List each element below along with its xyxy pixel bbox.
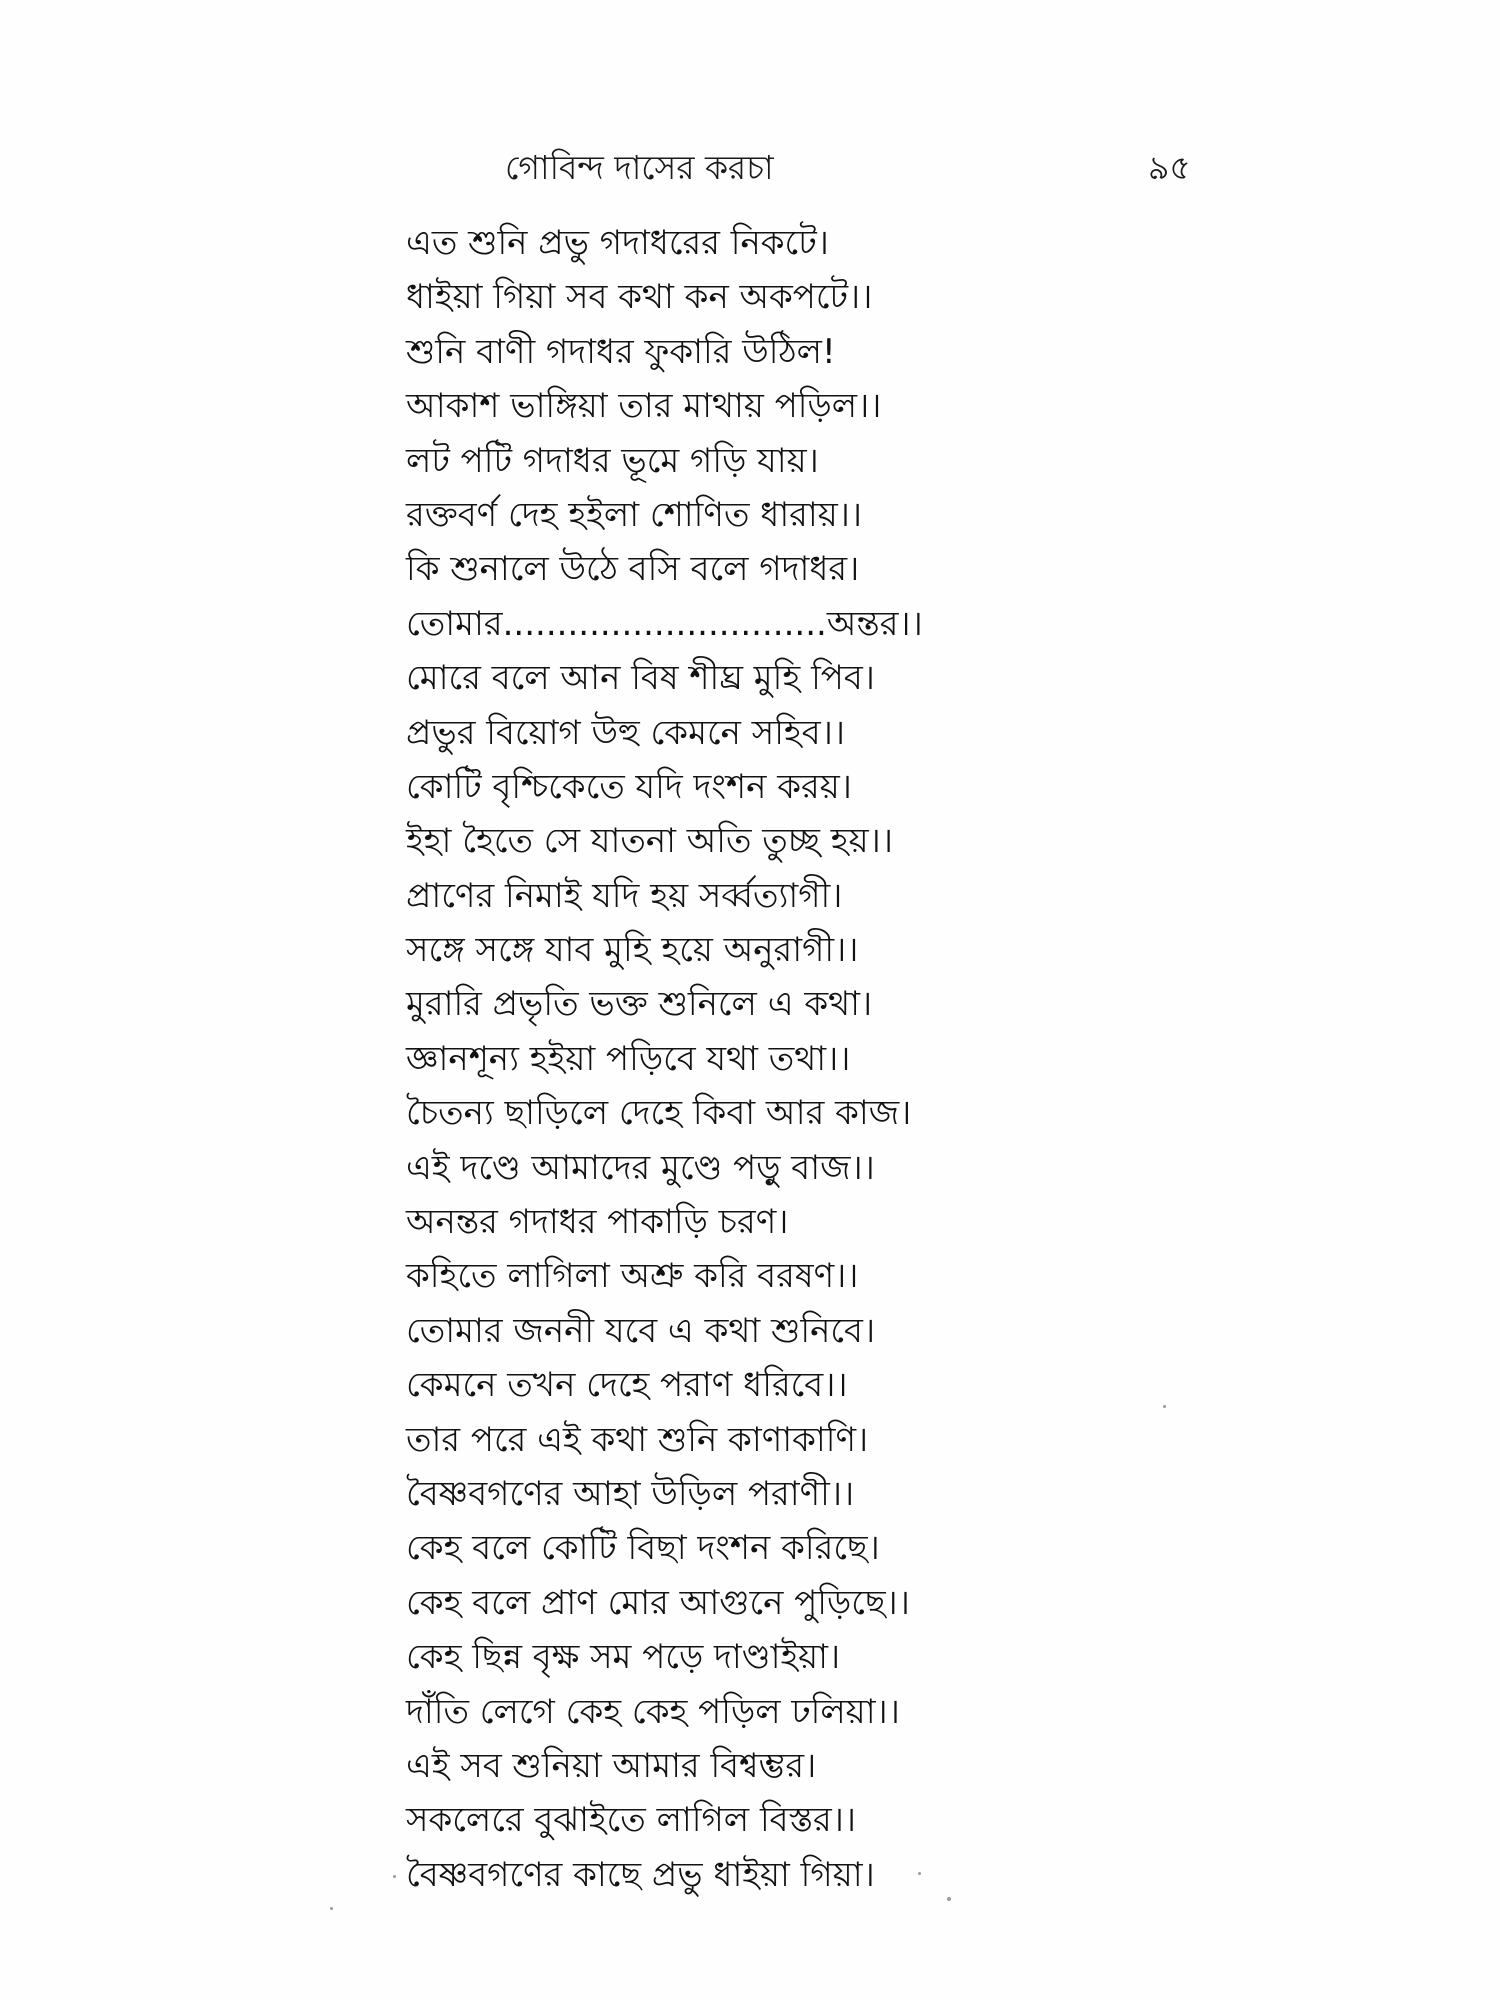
scan-speck bbox=[393, 1875, 396, 1878]
verse-line: কেহ বলে কোটি বিছা দংশন করিছে। bbox=[406, 1528, 880, 1569]
verse-line: কি শুনালে উঠে বসি বলে গদাধর। bbox=[406, 549, 860, 590]
verse-line: প্রাণের নিমাই যদি হয় সর্ব্বত্যাগী। bbox=[406, 875, 843, 916]
running-head bbox=[0, 138, 1500, 198]
scan-speck bbox=[918, 1872, 921, 1875]
verse-line: কেহ বলে প্রাণ মোর আগুনে পুড়িছে।। bbox=[406, 1582, 910, 1623]
verse-line: চৈতন্য ছাড়িলে দেহে কিবা আর কাজ। bbox=[406, 1093, 912, 1134]
verse-line: এই সব শুনিয়া আমার বিশ্বম্ভর। bbox=[406, 1745, 817, 1786]
verse-line: এই দণ্ডে আমাদের মুণ্ডে পড়ু বাজ।। bbox=[406, 1147, 875, 1188]
verse-line: অনন্তর গদাধর পাকাড়ি চরণ। bbox=[406, 1202, 789, 1243]
verse-line: তোমার জননী যবে এ কথা শুনিবে। bbox=[406, 1310, 876, 1351]
verse-line: রক্তবর্ণ দেহ হইলা শোণিত ধারায়।। bbox=[406, 494, 863, 535]
verse-line: বৈষ্ণবগণের কাছে প্রভু ধাইয়া গিয়া। bbox=[406, 1854, 875, 1895]
verse-line: শুনি বাণী গদাধর ফুকারি উঠিল! bbox=[406, 331, 836, 372]
verse-line: ইহা হৈতে সে যাতনা অতি তুচ্ছ হয়।। bbox=[406, 821, 893, 862]
verse-line: সঙ্গে সঙ্গে যাব মুহি হয়ে অনুরাগী।। bbox=[406, 930, 859, 971]
verse-line: কেহ ছিন্ন বৃক্ষ সম পড়ে দাণ্ডাইয়া। bbox=[406, 1637, 841, 1678]
verse-line: ধাইয়া গিয়া সব কথা কন অকপটে।। bbox=[406, 277, 873, 318]
running-title: গোবিন্দ দাসের করচা bbox=[505, 148, 774, 187]
scan-speck bbox=[947, 1897, 951, 1901]
verse-line: সকলেরে বুঝাইতে লাগিল বিস্তর।। bbox=[406, 1800, 857, 1841]
verse-line: তোমার..............................অন্তর।। bbox=[406, 603, 923, 644]
verse-line: মুরারি প্রভৃতি ভক্ত শুনিলে এ কথা। bbox=[406, 984, 873, 1025]
verse-line: কহিতে লাগিলা অশ্রু করি বরষণ।। bbox=[406, 1256, 859, 1297]
verse-line: কেমনে তখন দেহে পরাণ ধরিবে।। bbox=[406, 1365, 848, 1406]
verse-line: এত শুনি প্রভু গদাধরের নিকটে। bbox=[406, 223, 829, 263]
verse-line: লট পটি গদাধর ভূমে গড়ি যায়। bbox=[406, 440, 819, 481]
verse-block bbox=[406, 216, 1306, 1902]
verse-line: কোটি বৃশ্চিকেতে যদি দংশন করয়। bbox=[406, 766, 852, 807]
page-number: ৯৫ bbox=[1148, 148, 1191, 187]
verse-line: বৈষ্ণবগণের আহা উড়িল পরাণী।। bbox=[406, 1473, 855, 1514]
verse-line: প্রভুর বিয়োগ উহু কেমনে সহিব।। bbox=[406, 712, 846, 753]
verse-line: আকাশ ভাঙ্গিয়া তার মাথায় পড়িল।। bbox=[406, 386, 882, 427]
scan-speck bbox=[1163, 1405, 1166, 1408]
verse-line: জ্ঞানশূন্য হইয়া পড়িবে যথা তথা।। bbox=[406, 1038, 851, 1079]
verse-line: মোরে বলে আন বিষ শীঘ্র মুহি পিব। bbox=[406, 658, 875, 699]
verse-line: দাঁতি লেগে কেহ কেহ পড়িল ঢলিয়া।। bbox=[406, 1691, 900, 1732]
scan-speck bbox=[330, 1907, 333, 1910]
verse-line: তার পরে এই কথা শুনি কাণাকাণি। bbox=[406, 1419, 869, 1460]
